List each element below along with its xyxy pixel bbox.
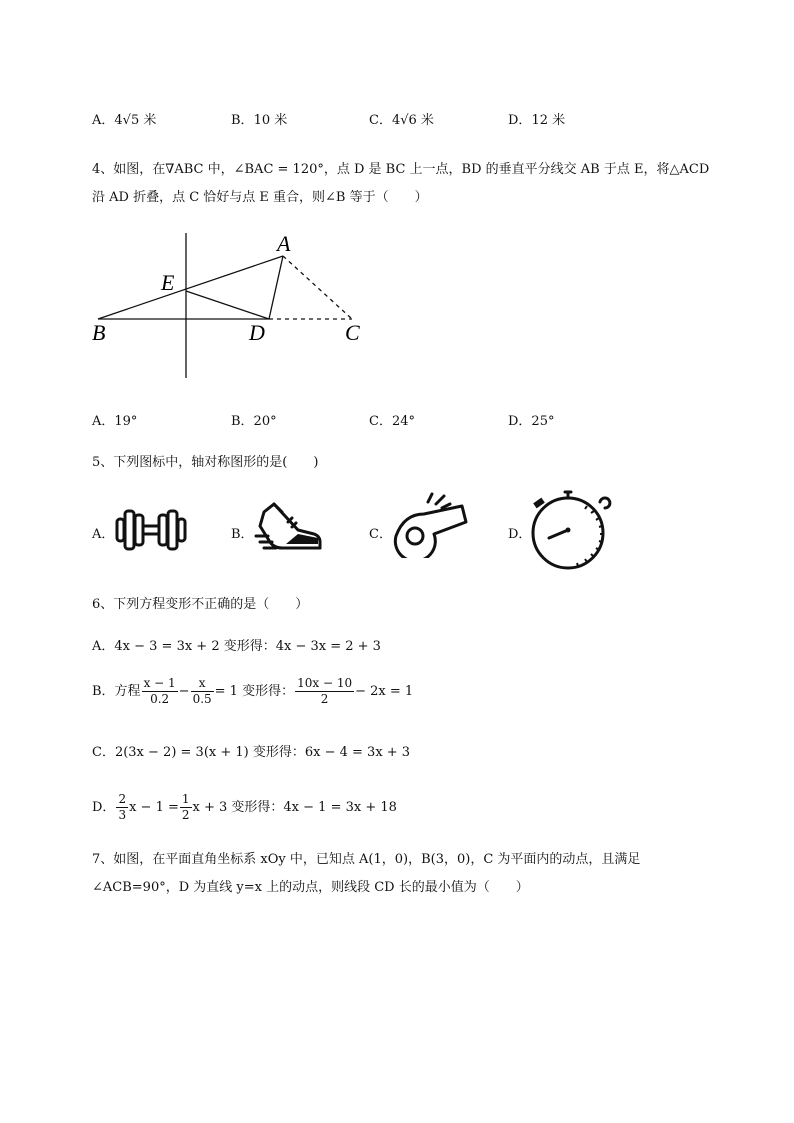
q6-stem: 6、下列方程变形不正确的是（ ） bbox=[92, 597, 309, 612]
q6-option-a: A．4x − 3 = 3x + 2 变形得：4x − 3x = 2 + 3 bbox=[92, 639, 381, 654]
running-shoe-icon bbox=[252, 500, 324, 558]
q3-option-d bbox=[508, 109, 565, 128]
denominator: 2 bbox=[181, 808, 190, 822]
q5-label-b: B． bbox=[231, 527, 254, 542]
option-text: − bbox=[178, 684, 190, 699]
q3-option-a bbox=[92, 109, 156, 128]
q4-stem-line1: 4、如图，在∇ABC 中，∠BAC = 120°，点 D 是 BC 上一点，BD 的垂直平分线交 AB 于点 E，将△ACD bbox=[92, 162, 710, 177]
option-label: B． bbox=[231, 113, 254, 128]
q7-stem-line1: 7、如图，在平面直角坐标系 xOy 中，已知点 A(1，0)，B(3，0)，C 为平面内的动点，且满足 bbox=[92, 852, 641, 867]
q6-option-b bbox=[92, 676, 413, 707]
q5-stem: 5、下列图标中，轴对称图形的是( ) bbox=[92, 455, 319, 470]
q5-label-c: C． bbox=[369, 527, 392, 542]
segment-ad bbox=[269, 256, 283, 319]
option-text: − 2x = 1 bbox=[355, 684, 414, 699]
segment-ed bbox=[186, 291, 269, 319]
option-label: A． bbox=[92, 113, 115, 128]
label-a: A bbox=[277, 231, 291, 256]
q4-option-d: D．25° bbox=[508, 414, 555, 429]
numerator: 2 bbox=[118, 792, 127, 806]
option-text: D． bbox=[92, 800, 116, 815]
numerator: 10x − 10 bbox=[297, 676, 353, 690]
numerator: x bbox=[191, 676, 214, 692]
q6-option-d bbox=[92, 792, 397, 823]
option-value: 4√6 米 bbox=[391, 113, 434, 128]
label-e: E bbox=[161, 270, 175, 295]
whistle-icon bbox=[388, 490, 472, 558]
q6-option-c: C．2(3x − 2) = 3(x + 1) 变形得：6x − 4 = 3x + 3 bbox=[92, 745, 411, 760]
option-value: 12 米 bbox=[531, 113, 566, 128]
fraction bbox=[180, 792, 192, 823]
dumbbell-icon bbox=[112, 505, 190, 555]
fraction bbox=[142, 676, 178, 707]
q5-label-d: D． bbox=[508, 527, 532, 542]
option-label: D． bbox=[508, 113, 532, 128]
fraction bbox=[191, 676, 214, 707]
denominator: 2 bbox=[320, 692, 329, 706]
option-text: x − 1 = bbox=[129, 800, 179, 815]
label-b: B bbox=[92, 320, 106, 345]
segment-ac bbox=[283, 256, 352, 319]
option-text: B．方程 bbox=[92, 684, 141, 699]
q4-option-b: B．20° bbox=[231, 414, 277, 429]
numerator: x − 1 bbox=[143, 676, 176, 690]
q4-option-a: A．19° bbox=[92, 414, 138, 429]
option-value: 4√5 米 bbox=[114, 113, 157, 128]
q3-option-b bbox=[231, 109, 287, 128]
q3-option-c bbox=[369, 109, 434, 128]
denominator: 0.2 bbox=[150, 692, 170, 706]
segment-ab bbox=[98, 256, 283, 319]
q7-stem-line2: ∠ACB=90°，D 为直线 y=x 上的动点，则线段 CD 长的最小值为（ ） bbox=[92, 880, 529, 895]
label-c: C bbox=[345, 320, 360, 345]
denominator: 3 bbox=[118, 808, 127, 822]
denominator: 0.5 bbox=[192, 692, 212, 706]
option-text: = 1 变形得： bbox=[214, 684, 295, 699]
q4-stem-line2: 沿 AD 折叠，点 C 恰好与点 E 重合，则∠B 等于（ ） bbox=[92, 190, 428, 205]
fraction bbox=[295, 676, 354, 707]
option-label: C． bbox=[369, 113, 392, 128]
q4-triangle-figure bbox=[90, 228, 390, 383]
q5-label-a: A． bbox=[92, 527, 115, 542]
label-d: D bbox=[249, 320, 265, 345]
numerator: 1 bbox=[181, 792, 190, 806]
stopwatch-icon bbox=[527, 486, 613, 572]
option-value: 10 米 bbox=[253, 113, 288, 128]
fraction bbox=[116, 792, 128, 823]
q4-option-c: C．24° bbox=[369, 414, 415, 429]
option-text: x + 3 变形得：4x − 1 = 3x + 18 bbox=[192, 800, 397, 815]
